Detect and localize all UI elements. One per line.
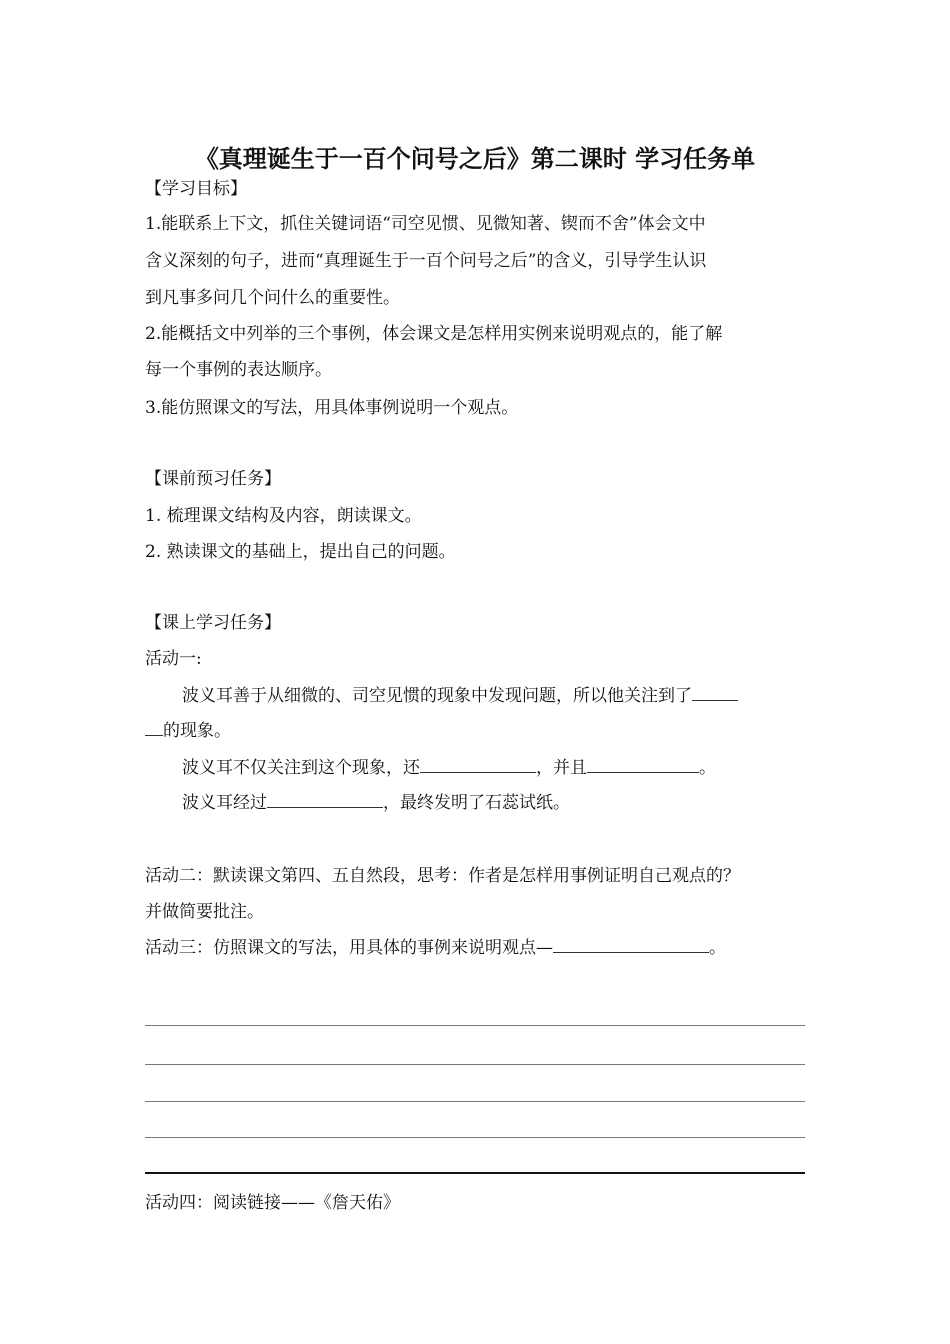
activity3-end: 。 — [709, 938, 726, 958]
activity1-line3-b: ，最终发明了石蕊试纸。 — [383, 793, 570, 813]
objective-line: 1.能联系上下文，抓住关键词语“司空见惯、见微知著、锲而不舍”体会文中 — [145, 214, 706, 234]
fill-blank[interactable] — [145, 720, 163, 736]
fill-blank[interactable] — [267, 792, 383, 808]
activity1-line1-cont-text: 的现象。 — [163, 721, 231, 741]
activity1-line3 — [182, 792, 842, 814]
objective-line: 每一个事例的表达顺序。 — [145, 360, 332, 380]
activity2-line: 活动二：默读课文第四、五自然段，思考：作者是怎样用事例证明自己观点的？ — [145, 866, 740, 886]
objective-line: 3.能仿照课文的写法，用具体事例说明一个观点。 — [145, 398, 519, 418]
objectives-heading: 【学习目标】 — [145, 179, 247, 199]
activity1-line2-a: 波义耳不仅关注到这个现象，还 — [182, 758, 420, 778]
activity3-line — [145, 937, 805, 959]
objective-line: 含义深刻的句子，进而“真理诞生于一百个问号之后”的含义，引导学生认识 — [145, 251, 707, 271]
writing-line[interactable] — [145, 1172, 805, 1174]
activity1-line1-cont — [145, 720, 805, 742]
activity1-line2-c: 。 — [699, 758, 716, 778]
writing-line[interactable] — [145, 1064, 805, 1065]
activity1-line2 — [182, 757, 842, 779]
activity1-line1 — [182, 685, 842, 707]
writing-line[interactable] — [145, 1025, 805, 1026]
preview-heading: 【课前预习任务】 — [145, 469, 281, 489]
activity2-line: 并做简要批注。 — [145, 902, 264, 922]
inclass-heading: 【课上学习任务】 — [145, 613, 281, 633]
fill-blank[interactable] — [553, 937, 709, 953]
activity1-line1-text: 波义耳善于从细微的、司空见惯的现象中发现问题，所以他关注到了 — [182, 686, 692, 706]
objective-line: 到凡事多问几个问什么的重要性。 — [145, 288, 400, 308]
writing-line[interactable] — [145, 1101, 805, 1102]
fill-blank[interactable] — [692, 685, 738, 701]
activity3-text: 活动三：仿照课文的写法，用具体的事例来说明观点— — [145, 938, 553, 958]
preview-item: 1. 梳理课文结构及内容，朗读课文。 — [145, 506, 422, 526]
fill-blank[interactable] — [420, 757, 536, 773]
writing-line[interactable] — [145, 1137, 805, 1138]
activity1-label: 活动一: — [145, 649, 202, 669]
page-title: 《真理诞生于一百个问号之后》第二课时 学习任务单 — [194, 145, 756, 173]
preview-item: 2. 熟读课文的基础上，提出自己的问题。 — [145, 542, 456, 562]
activity1-line2-b: ，并且 — [536, 758, 587, 778]
activity4-line: 活动四：阅读链接——《詹天佑》 — [145, 1193, 400, 1213]
activity1-line3-a: 波义耳经过 — [182, 793, 267, 813]
objective-line: 2.能概括文中列举的三个事例，体会课文是怎样用实例来说明观点的，能了解 — [145, 324, 723, 344]
fill-blank[interactable] — [587, 757, 699, 773]
